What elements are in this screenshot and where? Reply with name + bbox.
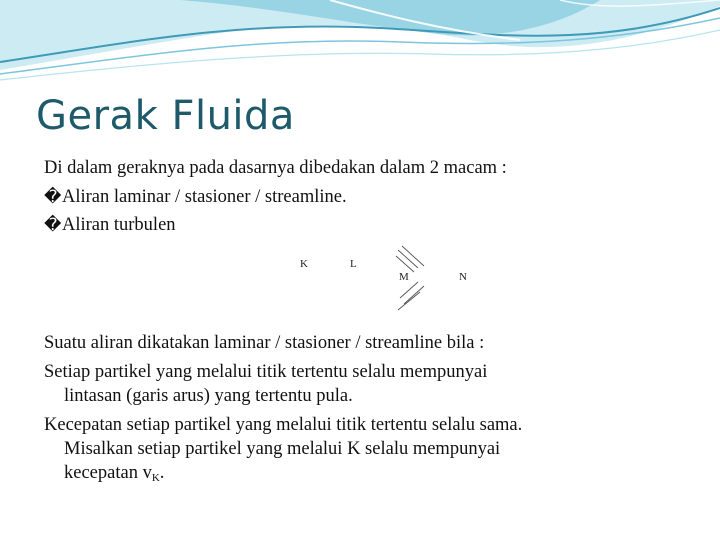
point-text [64, 461, 164, 490]
bullet-glyph: � [44, 187, 62, 207]
bullet-item [44, 213, 176, 237]
point-label-n: N [459, 271, 467, 283]
header-wave-decoration [0, 0, 720, 90]
point-label-m: M [399, 271, 409, 283]
velocity-period: . [159, 463, 165, 483]
velocity-text: kecepatan v [64, 463, 152, 483]
slide-title: Gerak Fluida [36, 93, 295, 139]
point-label-k: K [300, 258, 308, 270]
bullet-text: Aliran laminar / stasioner / streamline. [62, 187, 347, 207]
point-text: Kecepatan setiap partikel yang melalui titik tertentu selalu sama. [44, 415, 523, 435]
condition-text: Suatu aliran dikatakan laminar / stasioner / streamline bila : [44, 333, 485, 353]
point-text: lintasan (garis arus) yang tertentu pula. [64, 386, 353, 406]
streamline-figure [246, 240, 538, 318]
bullet-glyph: � [44, 215, 62, 235]
point-label-l: L [350, 258, 357, 270]
bullet-item [44, 185, 347, 209]
bullet-text: Aliran turbulen [62, 215, 176, 235]
point-text: Setiap partikel yang melalui titik tertentu selalu mempunyai [44, 362, 488, 382]
velocity-subscript: K [151, 472, 160, 484]
point-text: Misalkan setiap partikel yang melalui K selalu mempunyai [64, 439, 501, 459]
streamline-lines [246, 240, 538, 318]
intro-text: Di dalam geraknya pada dasarnya dibedakan dalam 2 macam : [44, 158, 507, 178]
